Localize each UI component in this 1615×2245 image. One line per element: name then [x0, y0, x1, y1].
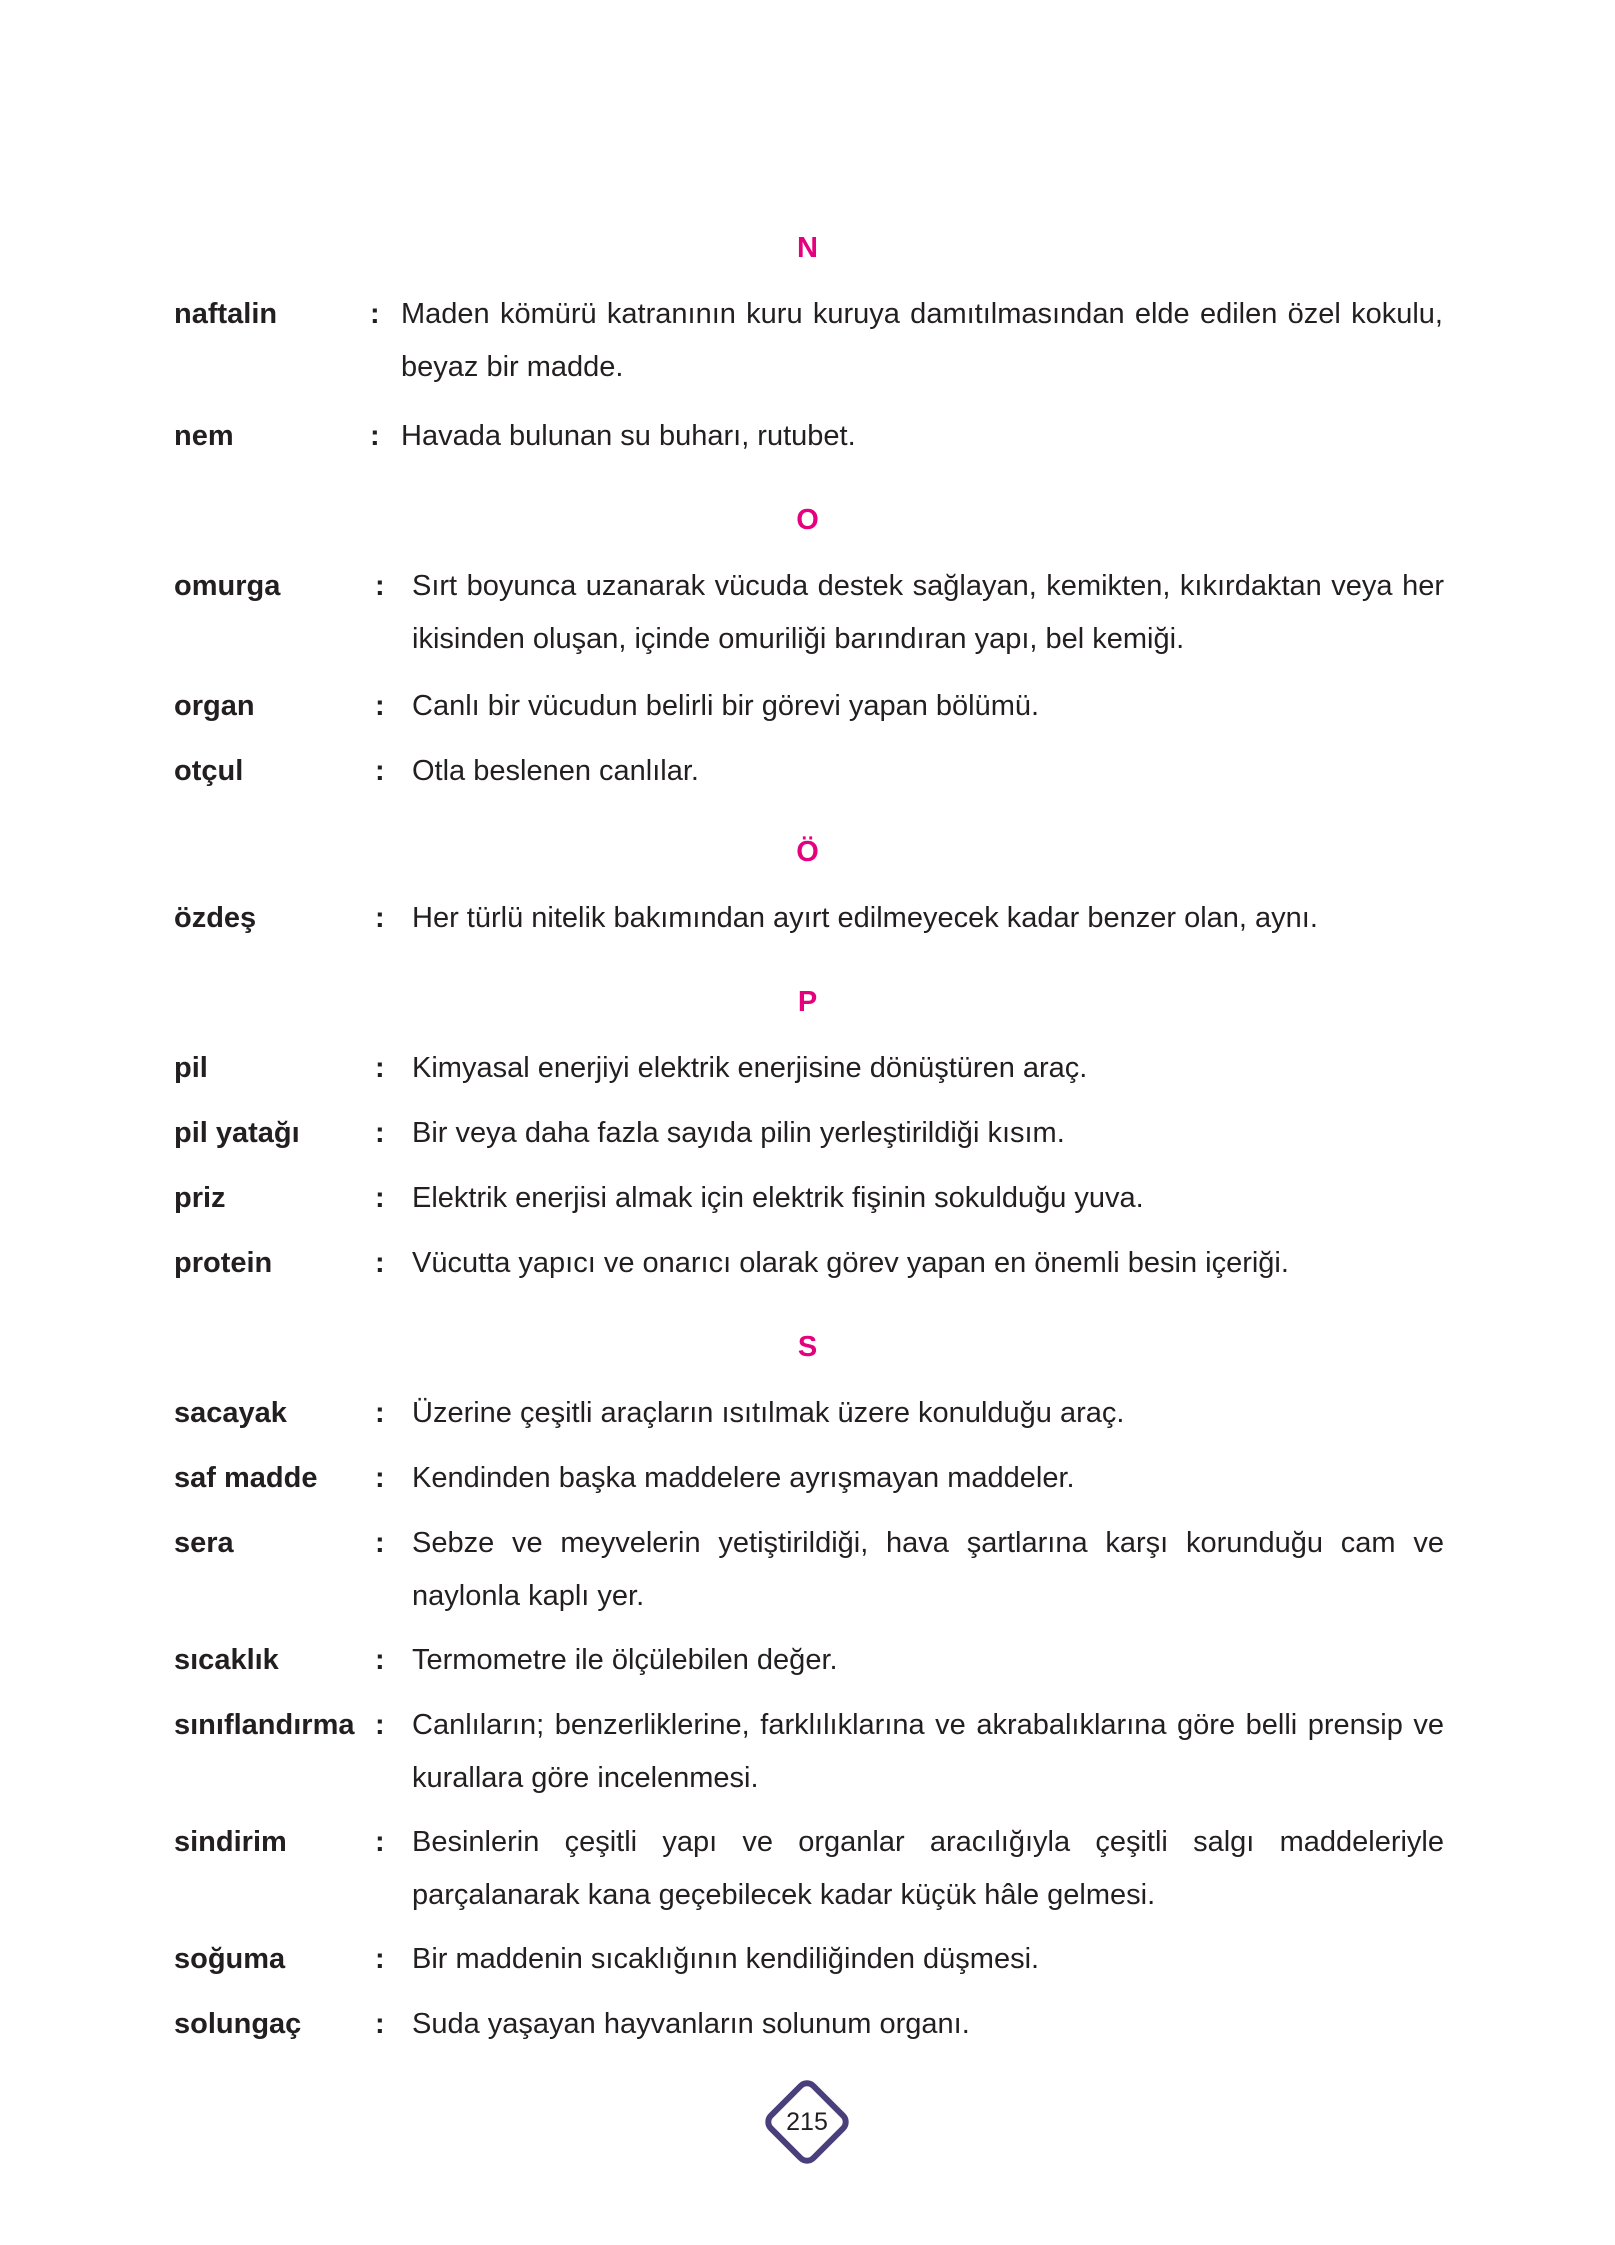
- entry-definition: Sırt boyunca uzanarak vücuda destek sağlayan, kemikten, kıkırdaktan veya her ikisinden oluşan, içinde omuriliği barındıran yapı, bel kemiği.: [412, 570, 1444, 655]
- glossary-entry: [0, 1243, 1615, 1283]
- glossary-entry: [0, 751, 1615, 791]
- entry-definition: Her türlü nitelik bakımından ayırt edilmeyecek kadar benzer olan, aynı.: [412, 902, 1318, 934]
- entry-definition: Besinlerin çeşitli yapı ve organlar aracılığıyla çeşitli salgı maddeleriyle parçalanarak kana geçebilecek kadar küçük hâle gelmesi.: [412, 1826, 1444, 1911]
- entry-colon: :: [375, 1943, 385, 1975]
- glossary-entry: [0, 416, 1615, 456]
- glossary-entry: [0, 1939, 1615, 1979]
- entry-colon: :: [375, 755, 385, 787]
- glossary-entry: [0, 1113, 1615, 1153]
- entry-term: otçul: [174, 755, 244, 787]
- entry-colon: :: [375, 1397, 385, 1429]
- entry-term: saf madde: [174, 1462, 318, 1494]
- entry-colon: :: [375, 1052, 385, 1084]
- glossary-entry: [0, 1393, 1615, 1433]
- glossary-entry: [0, 1523, 1615, 1612]
- entry-colon: :: [375, 570, 385, 602]
- entry-definition: Canlı bir vücudun belirli bir görevi yapan bölümü.: [412, 690, 1040, 722]
- glossary-entry: [0, 686, 1615, 726]
- entry-colon: :: [375, 1247, 385, 1279]
- section-letter-o: O: [796, 504, 819, 536]
- entry-definition: Suda yaşayan hayvanların solunum organı.: [412, 2008, 970, 2040]
- entry-colon: :: [370, 420, 380, 452]
- glossary-entry: [0, 1705, 1615, 1794]
- entry-term: organ: [174, 690, 255, 722]
- page-number-badge: [758, 2073, 856, 2171]
- glossary-entry: [0, 898, 1615, 938]
- section-letter-p: P: [797, 986, 818, 1018]
- entry-term: sıcaklık: [174, 1644, 279, 1676]
- entry-definition: Maden kömürü katranının kuru kuruya damıtılmasından elde edilen özel kokulu, beyaz bir madde.: [401, 298, 1443, 383]
- glossary-entry: [0, 1178, 1615, 1218]
- glossary-entry: [0, 294, 1615, 383]
- entry-colon: :: [375, 1826, 385, 1858]
- entry-definition: Kendinden başka maddelere ayrışmayan maddeler.: [412, 1462, 1075, 1494]
- entry-definition: Canlıların; benzerliklerine, farklılıklarına ve akrabalıklarına göre belli prensip ve kurallara göre incelenmesi.: [412, 1709, 1444, 1794]
- entry-term: pil yatağı: [174, 1117, 300, 1149]
- entry-colon: :: [375, 2008, 385, 2040]
- entry-term: omurga: [174, 570, 281, 602]
- entry-colon: :: [375, 1644, 385, 1676]
- entry-colon: :: [375, 902, 385, 934]
- entry-definition: Havada bulunan su buharı, rutubet.: [401, 420, 856, 452]
- entry-term: naftalin: [174, 298, 278, 330]
- entry-term: solungaç: [174, 2008, 302, 2040]
- entry-colon: :: [370, 298, 380, 330]
- entry-definition: Bir veya daha fazla sayıda pilin yerleştirildiği kısım.: [412, 1117, 1065, 1149]
- section-letter-o-umlaut: Ö: [796, 836, 819, 868]
- entry-definition: Otla beslenen canlılar.: [412, 755, 699, 787]
- entry-definition: Kimyasal enerjiyi elektrik enerjisine dönüştüren araç.: [412, 1052, 1088, 1084]
- entry-definition: Elektrik enerjisi almak için elektrik fişinin sokulduğu yuva.: [412, 1182, 1144, 1214]
- entry-definition: Termometre ile ölçülebilen değer.: [412, 1644, 838, 1676]
- glossary-entry: [0, 1822, 1615, 1911]
- entry-term: sınıflandırma: [174, 1709, 355, 1741]
- entry-definition: Üzerine çeşitli araçların ısıtılmak üzere konulduğu araç.: [412, 1397, 1125, 1429]
- section-letter-n: N: [797, 232, 818, 264]
- section-letter-s: S: [797, 1331, 818, 1363]
- entry-colon: :: [375, 1527, 385, 1559]
- entry-term: priz: [174, 1182, 226, 1214]
- entry-colon: :: [375, 1462, 385, 1494]
- glossary-entry: [0, 566, 1615, 655]
- entry-colon: :: [375, 1117, 385, 1149]
- page-number: 215: [786, 2108, 828, 2136]
- entry-term: soğuma: [174, 1943, 286, 1975]
- entry-colon: :: [375, 1182, 385, 1214]
- entry-definition: Vücutta yapıcı ve onarıcı olarak görev yapan en önemli besin içeriği.: [412, 1247, 1289, 1279]
- entry-term: özdeş: [174, 902, 257, 934]
- entry-term: sacayak: [174, 1397, 287, 1429]
- entry-term: sindirim: [174, 1826, 287, 1858]
- glossary-entry: [0, 1458, 1615, 1498]
- entry-term: protein: [174, 1247, 273, 1279]
- entry-definition: Bir maddenin sıcaklığının kendiliğinden düşmesi.: [412, 1943, 1040, 1975]
- glossary-entry: [0, 1048, 1615, 1088]
- entry-term: nem: [174, 420, 234, 452]
- entry-colon: :: [375, 1709, 385, 1741]
- glossary-entry: [0, 1640, 1615, 1680]
- entry-term: sera: [174, 1527, 234, 1559]
- entry-term: pil: [174, 1052, 208, 1084]
- entry-colon: :: [375, 690, 385, 722]
- entry-definition: Sebze ve meyvelerin yetiştirildiği, hava şartlarına karşı korunduğu cam ve naylonla kaplı yer.: [412, 1527, 1444, 1612]
- glossary-entry: [0, 2004, 1615, 2044]
